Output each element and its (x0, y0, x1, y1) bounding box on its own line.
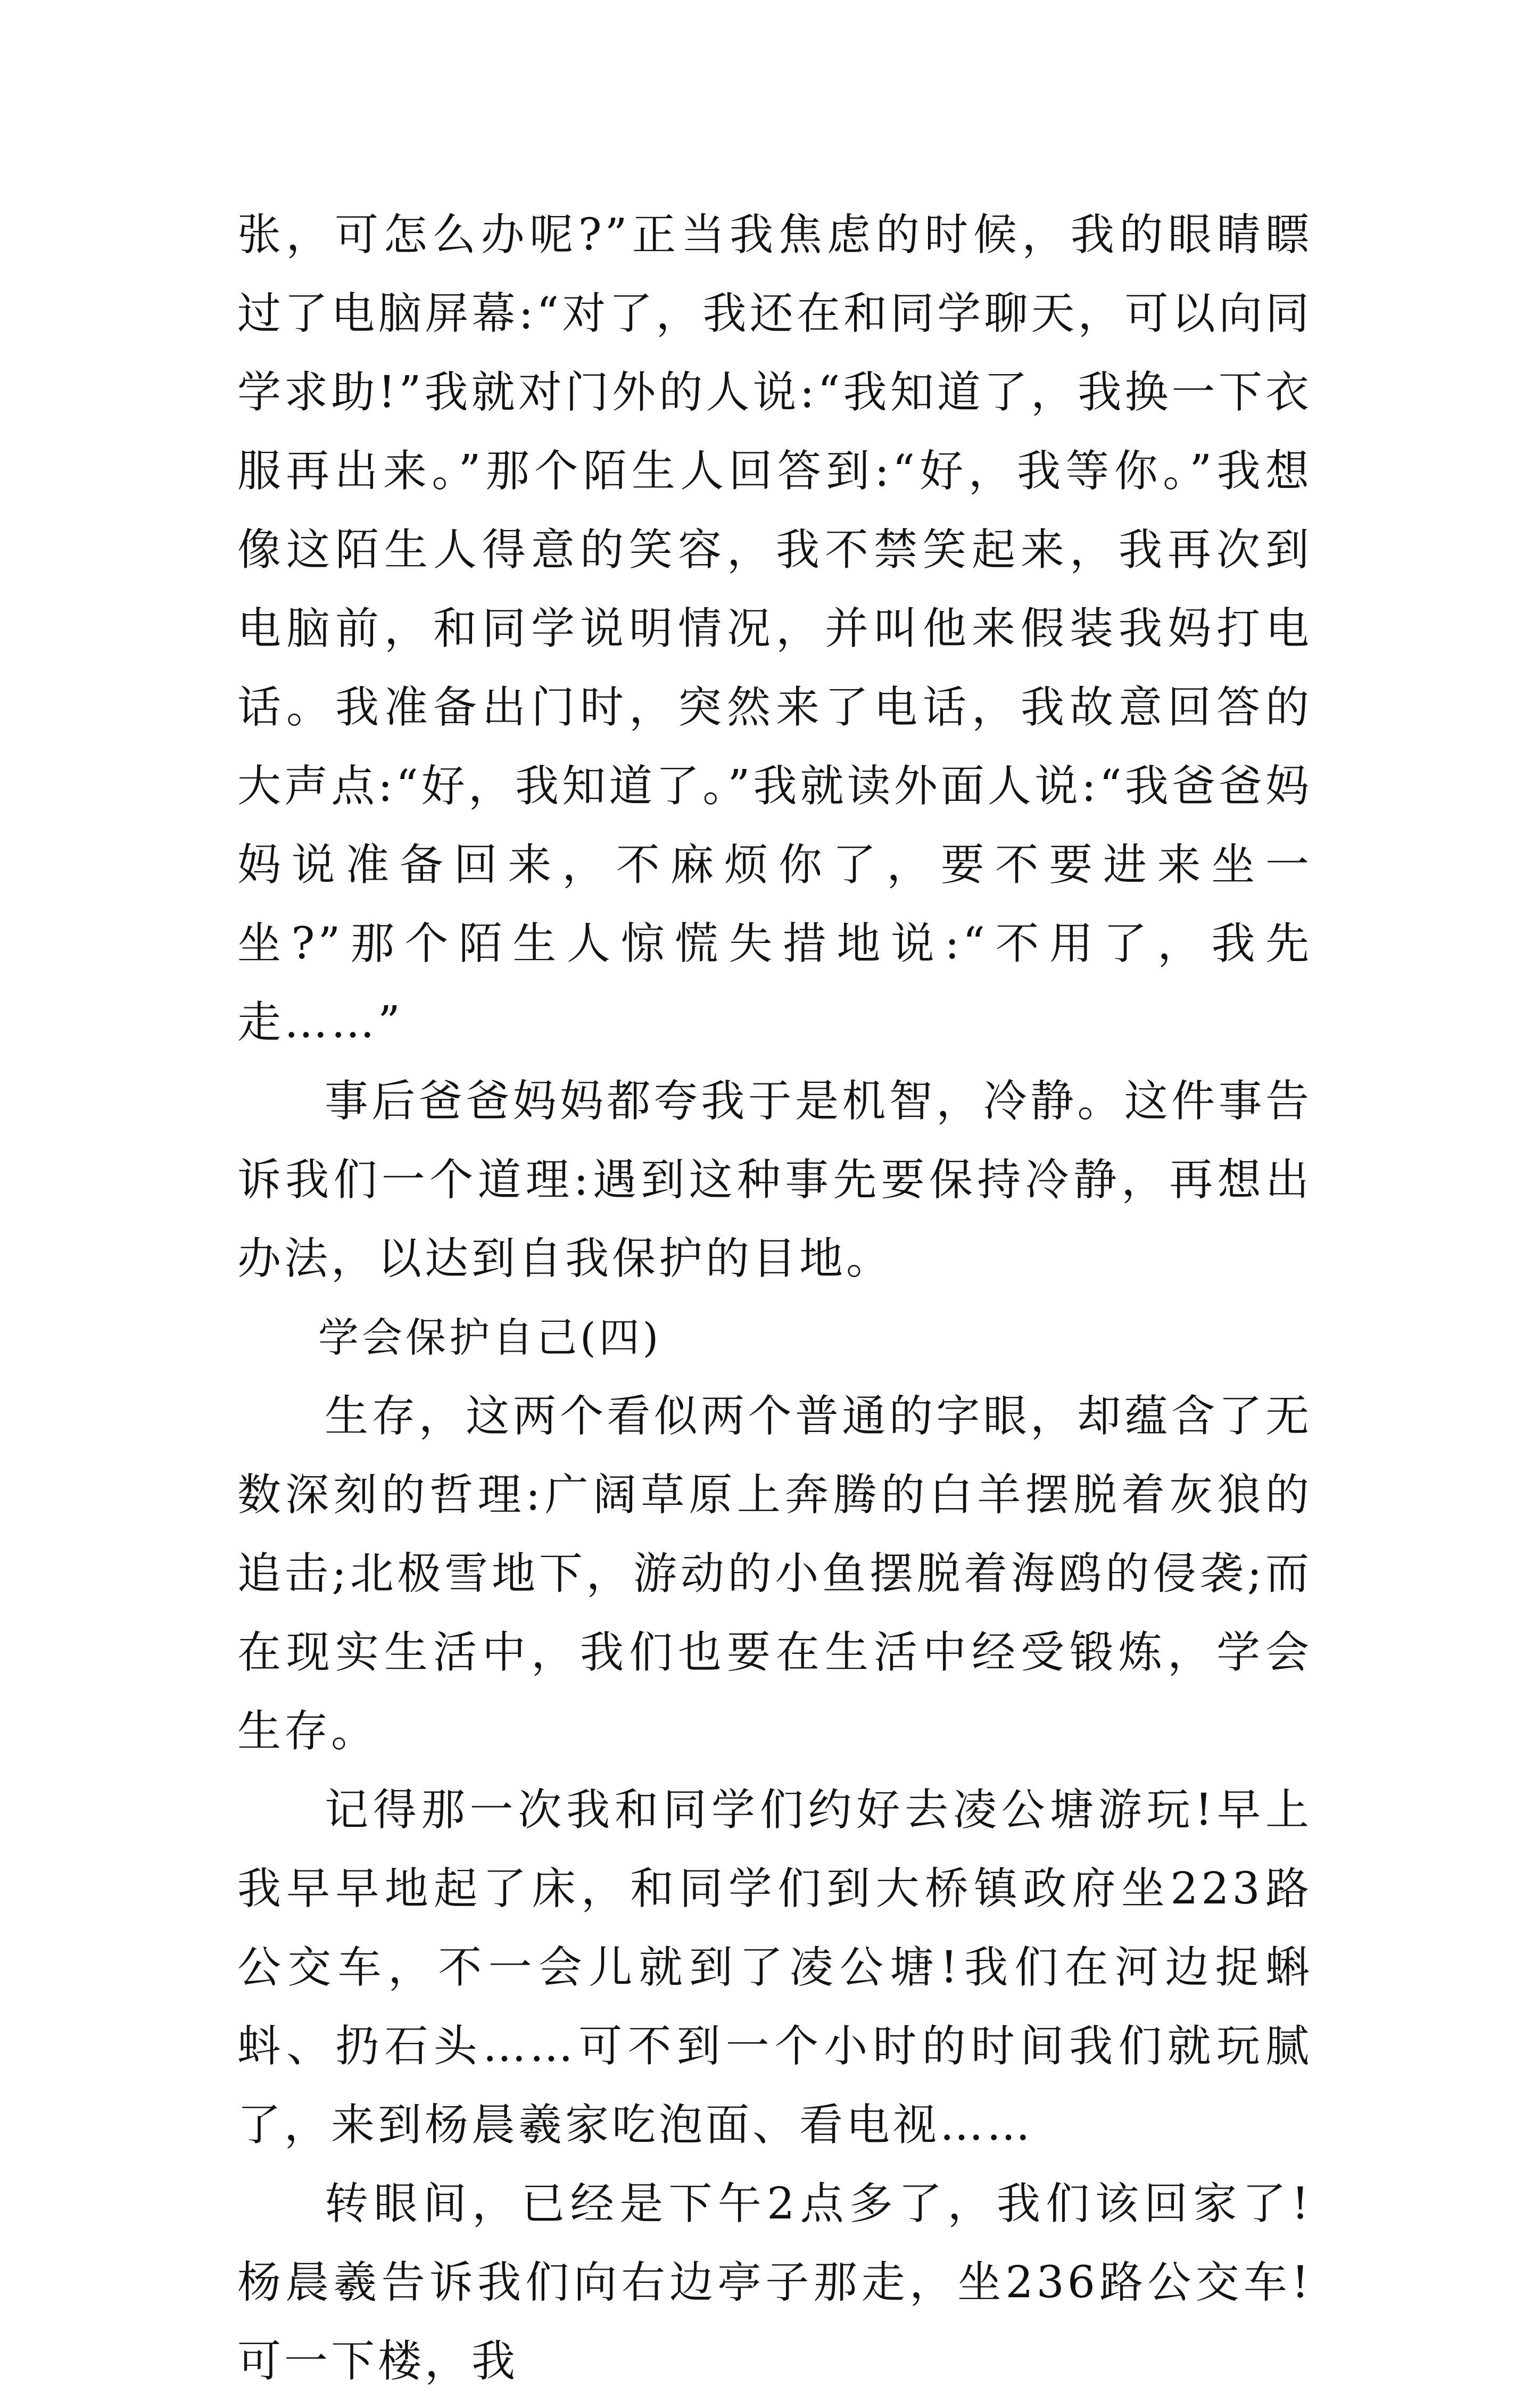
paragraph-survival-intro: 生存，这两个看似两个普通的字眼，却蕴含了无数深刻的哲理:广阔草原上奔腾的白羊摆脱着灰狼的追击;北极雪地下，游动的小鱼摆脱着海鸥的侵袭;而在现实生活中，我们也要在生活中经受锻炼，学会生存。 (237, 1391, 1312, 1757)
paragraph-continuation: 张，可怎么办呢?”正当我焦虑的时候，我的眼睛瞟过了电脑屏幕:“对了，我还在和同学聊天，可以向同学求助!”我就对门外的人说:“我知道了，我换一下衣服再出来。”那个陌生人回答到:“好，我等你。”我想像这陌生人得意的笑容，我不禁笑起来，我再次到电脑前，和同学说明情况，并叫他来假装我妈打电话。我准备出门时，突然来了电话，我故意回答的大声点:“好，我知道了。”我就读外面人说:“我爸爸妈妈说准备回来，不麻烦你了，要不要进来坐一坐?”那个陌生人惊慌失措地说:“不用了，我先走……” (237, 210, 1312, 1048)
section-heading: 学会保护自己(四) (318, 1314, 662, 1361)
paragraph-going-home: 转眼间，已经是下午2点多了，我们该回家了!杨晨羲告诉我们向右边亭子那走，坐236路公交车!可一下楼，我 (237, 2179, 1312, 2387)
document-body (237, 196, 1312, 2401)
paragraph-conclusion: 事后爸爸妈妈都夸我于是机智，冷静。这件事告诉我们一个道理:遇到这种事先要保持冷静，再想出办法，以达到自我保护的目地。 (237, 1076, 1312, 1284)
paragraph-trip-story: 记得那一次我和同学们约好去凌公塘游玩!早上我早早地起了床，和同学们到大桥镇政府坐223路公交车，不一会儿就到了凌公塘!我们在河边捉蝌蚪、扔石头……可不到一个小时的时间我们就玩腻了，来到杨晨羲家吃泡面、看电视…… (237, 1785, 1312, 2150)
